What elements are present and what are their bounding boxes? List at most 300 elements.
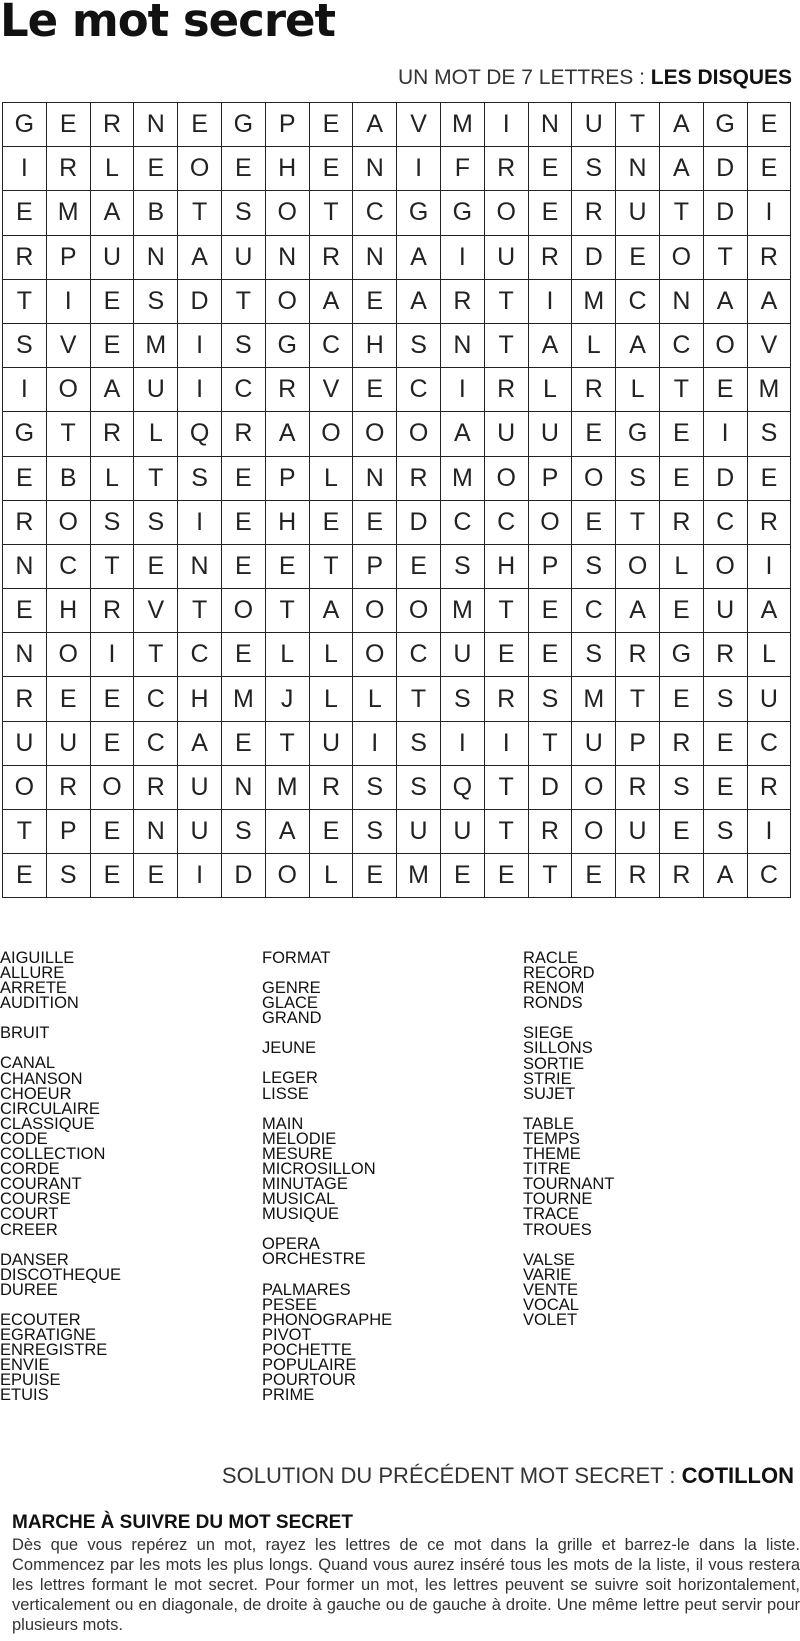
word-item[interactable]: VARIE [523, 1265, 572, 1284]
grid-cell[interactable]: T [528, 721, 572, 765]
grid-cell[interactable]: E [353, 368, 397, 412]
word-item[interactable]: MUSICAL [262, 1190, 336, 1209]
grid-cell[interactable]: S [221, 191, 265, 235]
grid-cell[interactable]: E [221, 147, 265, 191]
grid-cell[interactable]: M [221, 677, 265, 721]
grid-cell[interactable]: C [134, 721, 178, 765]
grid-cell[interactable]: E [747, 456, 791, 500]
grid-cell[interactable]: L [90, 456, 134, 500]
grid-cell[interactable]: E [3, 191, 47, 235]
grid-cell[interactable]: O [659, 235, 703, 279]
grid-cell[interactable]: A [616, 323, 660, 367]
grid-cell[interactable]: C [572, 589, 616, 633]
grid-cell[interactable]: E [46, 103, 90, 147]
grid-cell[interactable]: N [221, 765, 265, 809]
grid-cell[interactable]: T [178, 191, 222, 235]
grid-cell[interactable]: A [703, 279, 747, 323]
word-item[interactable]: CIRCULAIRE [0, 1099, 100, 1118]
word-item[interactable]: COLLECTION [0, 1145, 106, 1164]
grid-cell[interactable]: E [484, 854, 528, 898]
grid-cell[interactable]: S [3, 323, 47, 367]
word-item[interactable]: LISSE [262, 1084, 309, 1103]
grid-cell[interactable]: B [134, 191, 178, 235]
grid-cell[interactable]: S [221, 810, 265, 854]
grid-cell[interactable]: C [178, 633, 222, 677]
grid-cell[interactable]: T [484, 765, 528, 809]
grid-cell[interactable]: H [46, 589, 90, 633]
grid-cell[interactable]: L [309, 854, 353, 898]
grid-cell[interactable]: U [616, 810, 660, 854]
grid-cell[interactable]: I [528, 279, 572, 323]
grid-cell[interactable]: T [309, 544, 353, 588]
grid-cell[interactable]: R [572, 368, 616, 412]
grid-cell[interactable]: N [353, 456, 397, 500]
grid-cell[interactable]: C [397, 633, 441, 677]
grid-cell[interactable]: E [659, 677, 703, 721]
grid-cell[interactable]: L [572, 323, 616, 367]
word-item[interactable]: CANAL [0, 1054, 56, 1073]
grid-cell[interactable]: L [353, 677, 397, 721]
grid-cell[interactable]: R [616, 633, 660, 677]
grid-cell[interactable]: R [46, 765, 90, 809]
grid-cell[interactable]: I [747, 191, 791, 235]
grid-cell[interactable]: I [440, 235, 484, 279]
grid-cell[interactable]: V [309, 368, 353, 412]
grid-cell[interactable]: E [528, 633, 572, 677]
grid-cell[interactable]: T [265, 589, 309, 633]
grid-cell[interactable]: E [134, 147, 178, 191]
grid-cell[interactable]: T [3, 279, 47, 323]
grid-cell[interactable]: E [659, 589, 703, 633]
grid-cell[interactable]: D [703, 147, 747, 191]
grid-cell[interactable]: R [484, 147, 528, 191]
word-item[interactable]: PRIME [262, 1386, 315, 1405]
word-item[interactable]: STRIE [523, 1069, 572, 1088]
grid-cell[interactable]: E [309, 500, 353, 544]
grid-cell[interactable]: R [659, 854, 703, 898]
grid-cell[interactable]: D [221, 854, 265, 898]
grid-cell[interactable]: T [221, 279, 265, 323]
word-item[interactable]: LEGER [262, 1069, 318, 1088]
grid-cell[interactable]: O [353, 412, 397, 456]
grid-cell[interactable]: M [397, 854, 441, 898]
grid-cell[interactable]: R [572, 191, 616, 235]
grid-cell[interactable]: U [178, 810, 222, 854]
grid-cell[interactable]: R [616, 765, 660, 809]
word-item[interactable]: RACLE [523, 949, 579, 967]
grid-cell[interactable]: E [3, 854, 47, 898]
grid-cell[interactable]: O [484, 191, 528, 235]
grid-cell[interactable]: U [572, 721, 616, 765]
grid-cell[interactable]: I [3, 147, 47, 191]
grid-cell[interactable]: U [90, 235, 134, 279]
grid-cell[interactable]: T [3, 810, 47, 854]
grid-cell[interactable]: U [747, 677, 791, 721]
grid-cell[interactable]: R [747, 765, 791, 809]
grid-cell[interactable]: N [3, 544, 47, 588]
grid-cell[interactable]: R [484, 677, 528, 721]
grid-cell[interactable]: T [178, 589, 222, 633]
grid-cell[interactable]: C [484, 500, 528, 544]
grid-cell[interactable]: E [90, 279, 134, 323]
word-item[interactable]: VENTE [523, 1280, 579, 1299]
grid-cell[interactable]: T [484, 323, 528, 367]
grid-cell[interactable]: C [616, 279, 660, 323]
grid-cell[interactable]: E [747, 147, 791, 191]
grid-cell[interactable]: R [46, 147, 90, 191]
grid-cell[interactable]: S [353, 765, 397, 809]
grid-cell[interactable]: L [616, 368, 660, 412]
word-item[interactable]: AUDITION [0, 994, 79, 1013]
word-item[interactable]: GENRE [262, 979, 321, 998]
grid-cell[interactable]: P [528, 544, 572, 588]
word-item[interactable]: JEUNE [262, 1039, 317, 1058]
grid-cell[interactable]: S [616, 456, 660, 500]
grid-cell[interactable]: D [528, 765, 572, 809]
grid-cell[interactable]: V [747, 323, 791, 367]
grid-cell[interactable]: C [440, 500, 484, 544]
word-item[interactable]: MINUTAGE [262, 1175, 348, 1194]
word-item[interactable]: MESURE [262, 1144, 333, 1163]
grid-cell[interactable]: S [46, 854, 90, 898]
grid-cell[interactable]: C [309, 323, 353, 367]
grid-cell[interactable]: E [309, 103, 353, 147]
grid-cell[interactable]: T [616, 677, 660, 721]
grid-cell[interactable]: O [90, 765, 134, 809]
grid-cell[interactable]: R [747, 500, 791, 544]
grid-cell[interactable]: O [397, 412, 441, 456]
grid-cell[interactable]: A [178, 721, 222, 765]
grid-cell[interactable]: T [484, 279, 528, 323]
grid-cell[interactable]: M [265, 765, 309, 809]
grid-cell[interactable]: O [46, 500, 90, 544]
grid-cell[interactable]: M [747, 368, 791, 412]
grid-cell[interactable]: L [309, 677, 353, 721]
word-item[interactable]: COURSE [0, 1190, 71, 1209]
grid-cell[interactable]: T [46, 412, 90, 456]
grid-cell[interactable]: P [46, 810, 90, 854]
word-item[interactable]: PIVOT [262, 1325, 312, 1344]
grid-cell[interactable]: T [528, 854, 572, 898]
grid-cell[interactable]: M [440, 589, 484, 633]
grid-cell[interactable]: E [309, 810, 353, 854]
grid-cell[interactable]: V [46, 323, 90, 367]
word-item[interactable]: DANSER [0, 1250, 69, 1269]
word-item[interactable]: MELODIE [262, 1129, 337, 1148]
grid-cell[interactable]: M [134, 323, 178, 367]
grid-cell[interactable]: Q [440, 765, 484, 809]
word-item[interactable]: TEMPS [523, 1129, 580, 1148]
grid-cell[interactable]: M [572, 279, 616, 323]
grid-cell[interactable]: E [528, 191, 572, 235]
grid-cell[interactable]: N [265, 235, 309, 279]
grid-cell[interactable]: T [703, 235, 747, 279]
grid-cell[interactable]: R [309, 765, 353, 809]
grid-cell[interactable]: O [703, 323, 747, 367]
grid-cell[interactable]: E [134, 544, 178, 588]
grid-cell[interactable]: E [572, 500, 616, 544]
grid-cell[interactable]: O [221, 589, 265, 633]
grid-cell[interactable]: S [90, 500, 134, 544]
grid-cell[interactable]: L [265, 633, 309, 677]
grid-cell[interactable]: A [265, 810, 309, 854]
grid-cell[interactable]: U [440, 633, 484, 677]
grid-cell[interactable]: P [616, 721, 660, 765]
grid-cell[interactable]: T [659, 191, 703, 235]
grid-cell[interactable]: N [178, 544, 222, 588]
grid-cell[interactable]: M [572, 677, 616, 721]
grid-cell[interactable]: R [528, 810, 572, 854]
grid-cell[interactable]: R [3, 235, 47, 279]
grid-cell[interactable]: S [134, 279, 178, 323]
grid-cell[interactable]: U [309, 721, 353, 765]
grid-cell[interactable]: O [265, 279, 309, 323]
grid-cell[interactable]: U [484, 412, 528, 456]
grid-cell[interactable]: S [353, 810, 397, 854]
grid-cell[interactable]: T [90, 544, 134, 588]
grid-cell[interactable]: U [703, 589, 747, 633]
grid-cell[interactable]: C [659, 323, 703, 367]
word-item[interactable]: SIEGE [523, 1024, 574, 1043]
grid-cell[interactable]: U [397, 810, 441, 854]
grid-cell[interactable]: O [46, 633, 90, 677]
grid-cell[interactable]: T [397, 677, 441, 721]
grid-cell[interactable]: A [659, 103, 703, 147]
grid-cell[interactable]: E [572, 854, 616, 898]
grid-cell[interactable]: S [659, 765, 703, 809]
grid-cell[interactable]: C [221, 368, 265, 412]
grid-cell[interactable]: E [90, 323, 134, 367]
grid-cell[interactable]: H [484, 544, 528, 588]
grid-cell[interactable]: F [440, 147, 484, 191]
grid-cell[interactable]: T [484, 810, 528, 854]
grid-cell[interactable]: A [616, 589, 660, 633]
grid-cell[interactable]: S [134, 500, 178, 544]
grid-cell[interactable]: T [484, 589, 528, 633]
grid-cell[interactable]: G [221, 103, 265, 147]
grid-cell[interactable]: A [703, 854, 747, 898]
grid-cell[interactable]: S [397, 323, 441, 367]
grid-cell[interactable]: O [178, 147, 222, 191]
grid-cell[interactable]: U [440, 810, 484, 854]
grid-cell[interactable]: A [353, 103, 397, 147]
word-item[interactable]: PHONOGRAPHE [262, 1310, 393, 1329]
word-item[interactable]: RONDS [523, 994, 583, 1013]
grid-cell[interactable]: M [440, 456, 484, 500]
grid-cell[interactable]: L [528, 368, 572, 412]
grid-cell[interactable]: T [265, 721, 309, 765]
grid-cell[interactable]: R [703, 633, 747, 677]
word-item[interactable]: CODE [0, 1129, 48, 1148]
grid-cell[interactable]: I [440, 368, 484, 412]
word-item[interactable]: VOCAL [523, 1295, 579, 1314]
word-item[interactable]: ALLURE [0, 964, 65, 983]
word-item[interactable]: ETUIS [0, 1386, 49, 1405]
grid-cell[interactable]: R [397, 456, 441, 500]
grid-cell[interactable]: O [353, 589, 397, 633]
grid-cell[interactable]: C [353, 191, 397, 235]
word-item[interactable]: CLASSIQUE [0, 1114, 95, 1133]
grid-cell[interactable]: Q [178, 412, 222, 456]
grid-cell[interactable]: C [134, 677, 178, 721]
grid-cell[interactable]: O [265, 191, 309, 235]
grid-cell[interactable]: N [134, 810, 178, 854]
grid-cell[interactable]: A [90, 368, 134, 412]
grid-cell[interactable]: D [397, 500, 441, 544]
grid-cell[interactable]: N [528, 103, 572, 147]
grid-cell[interactable]: R [221, 412, 265, 456]
word-item[interactable]: EGRATIGNE [0, 1325, 96, 1344]
grid-cell[interactable]: R [90, 412, 134, 456]
grid-cell[interactable]: P [46, 235, 90, 279]
grid-cell[interactable]: D [703, 191, 747, 235]
grid-cell[interactable]: O [3, 765, 47, 809]
grid-cell[interactable]: E [221, 500, 265, 544]
grid-cell[interactable]: U [221, 235, 265, 279]
word-item[interactable]: CORDE [0, 1160, 60, 1179]
grid-cell[interactable]: I [90, 633, 134, 677]
word-item[interactable]: TROUES [523, 1220, 592, 1239]
grid-cell[interactable]: H [265, 500, 309, 544]
grid-cell[interactable]: E [440, 854, 484, 898]
grid-cell[interactable]: E [221, 456, 265, 500]
grid-cell[interactable]: E [90, 810, 134, 854]
grid-cell[interactable]: R [265, 368, 309, 412]
grid-cell[interactable]: G [616, 412, 660, 456]
grid-cell[interactable]: E [265, 544, 309, 588]
grid-cell[interactable]: E [3, 589, 47, 633]
grid-cell[interactable]: L [747, 633, 791, 677]
grid-cell[interactable]: E [221, 633, 265, 677]
grid-cell[interactable]: P [528, 456, 572, 500]
word-item[interactable]: TOURNANT [523, 1175, 615, 1194]
grid-cell[interactable]: L [134, 412, 178, 456]
grid-cell[interactable]: L [309, 633, 353, 677]
grid-cell[interactable]: A [747, 279, 791, 323]
word-item[interactable]: VALSE [523, 1250, 575, 1269]
grid-cell[interactable]: I [46, 279, 90, 323]
grid-cell[interactable]: S [572, 147, 616, 191]
grid-cell[interactable]: E [221, 721, 265, 765]
word-item[interactable]: ORCHESTRE [262, 1250, 366, 1269]
grid-cell[interactable]: P [353, 544, 397, 588]
grid-cell[interactable]: I [178, 500, 222, 544]
grid-cell[interactable]: S [397, 721, 441, 765]
grid-cell[interactable]: L [309, 456, 353, 500]
grid-cell[interactable]: S [221, 323, 265, 367]
grid-cell[interactable]: I [703, 412, 747, 456]
word-item[interactable]: SILLONS [523, 1039, 593, 1058]
grid-cell[interactable]: O [572, 456, 616, 500]
grid-cell[interactable]: R [3, 677, 47, 721]
grid-cell[interactable]: T [134, 456, 178, 500]
word-item[interactable]: PALMARES [262, 1280, 351, 1299]
word-item[interactable]: MUSIQUE [262, 1205, 340, 1224]
grid-cell[interactable]: I [747, 810, 791, 854]
grid-cell[interactable]: T [616, 103, 660, 147]
word-item[interactable]: PESEE [262, 1295, 318, 1314]
grid-cell[interactable]: O [528, 500, 572, 544]
grid-cell[interactable]: G [3, 103, 47, 147]
word-item[interactable]: ARRETE [0, 979, 67, 998]
grid-cell[interactable]: D [572, 235, 616, 279]
grid-cell[interactable]: E [659, 456, 703, 500]
grid-cell[interactable]: E [397, 544, 441, 588]
word-item[interactable]: CHANSON [0, 1069, 83, 1088]
word-item[interactable]: POURTOUR [262, 1371, 356, 1390]
grid-cell[interactable]: U [572, 103, 616, 147]
grid-cell[interactable]: H [178, 677, 222, 721]
grid-cell[interactable]: C [397, 368, 441, 412]
grid-cell[interactable]: I [440, 721, 484, 765]
word-item[interactable]: AIGUILLE [0, 949, 75, 967]
grid-cell[interactable]: H [265, 147, 309, 191]
word-item[interactable]: THEME [523, 1145, 581, 1164]
word-item[interactable]: OPERA [262, 1235, 320, 1254]
grid-cell[interactable]: S [703, 810, 747, 854]
grid-cell[interactable]: E [90, 677, 134, 721]
grid-cell[interactable]: R [659, 500, 703, 544]
grid-cell[interactable]: N [134, 103, 178, 147]
grid-cell[interactable]: O [703, 544, 747, 588]
grid-cell[interactable]: I [3, 368, 47, 412]
grid-cell[interactable]: A [747, 589, 791, 633]
word-item[interactable]: DISCOTHEQUE [0, 1265, 122, 1284]
grid-cell[interactable]: O [484, 456, 528, 500]
grid-cell[interactable]: U [3, 721, 47, 765]
grid-cell[interactable]: O [353, 633, 397, 677]
grid-cell[interactable]: E [353, 854, 397, 898]
grid-cell[interactable]: S [440, 677, 484, 721]
grid-cell[interactable]: S [178, 456, 222, 500]
grid-cell[interactable]: E [46, 677, 90, 721]
grid-cell[interactable]: O [397, 589, 441, 633]
grid-cell[interactable]: O [309, 412, 353, 456]
grid-cell[interactable]: R [134, 765, 178, 809]
word-item[interactable]: POPULAIRE [262, 1355, 357, 1374]
word-item[interactable]: RENOM [523, 979, 585, 998]
grid-cell[interactable]: E [134, 854, 178, 898]
grid-cell[interactable]: E [484, 633, 528, 677]
grid-cell[interactable]: I [747, 544, 791, 588]
grid-cell[interactable]: I [397, 147, 441, 191]
word-item[interactable]: GRAND [262, 1009, 322, 1028]
grid-cell[interactable]: E [528, 589, 572, 633]
grid-cell[interactable]: O [46, 368, 90, 412]
grid-cell[interactable]: R [528, 235, 572, 279]
grid-cell[interactable]: H [353, 323, 397, 367]
grid-cell[interactable]: E [747, 103, 791, 147]
grid-cell[interactable]: T [134, 633, 178, 677]
grid-cell[interactable]: N [353, 235, 397, 279]
grid-cell[interactable]: A [528, 323, 572, 367]
word-item[interactable]: GLACE [262, 994, 318, 1013]
grid-cell[interactable]: I [353, 721, 397, 765]
grid-cell[interactable]: U [46, 721, 90, 765]
grid-cell[interactable]: G [703, 103, 747, 147]
grid-cell[interactable]: G [659, 633, 703, 677]
word-item[interactable]: RECORD [523, 964, 595, 983]
grid-cell[interactable]: O [265, 854, 309, 898]
grid-cell[interactable]: V [397, 103, 441, 147]
grid-cell[interactable]: A [659, 147, 703, 191]
grid-cell[interactable]: P [265, 103, 309, 147]
grid-cell[interactable]: R [3, 500, 47, 544]
grid-cell[interactable]: E [353, 500, 397, 544]
grid-cell[interactable]: A [178, 235, 222, 279]
grid-cell[interactable]: U [178, 765, 222, 809]
grid-cell[interactable]: E [659, 810, 703, 854]
